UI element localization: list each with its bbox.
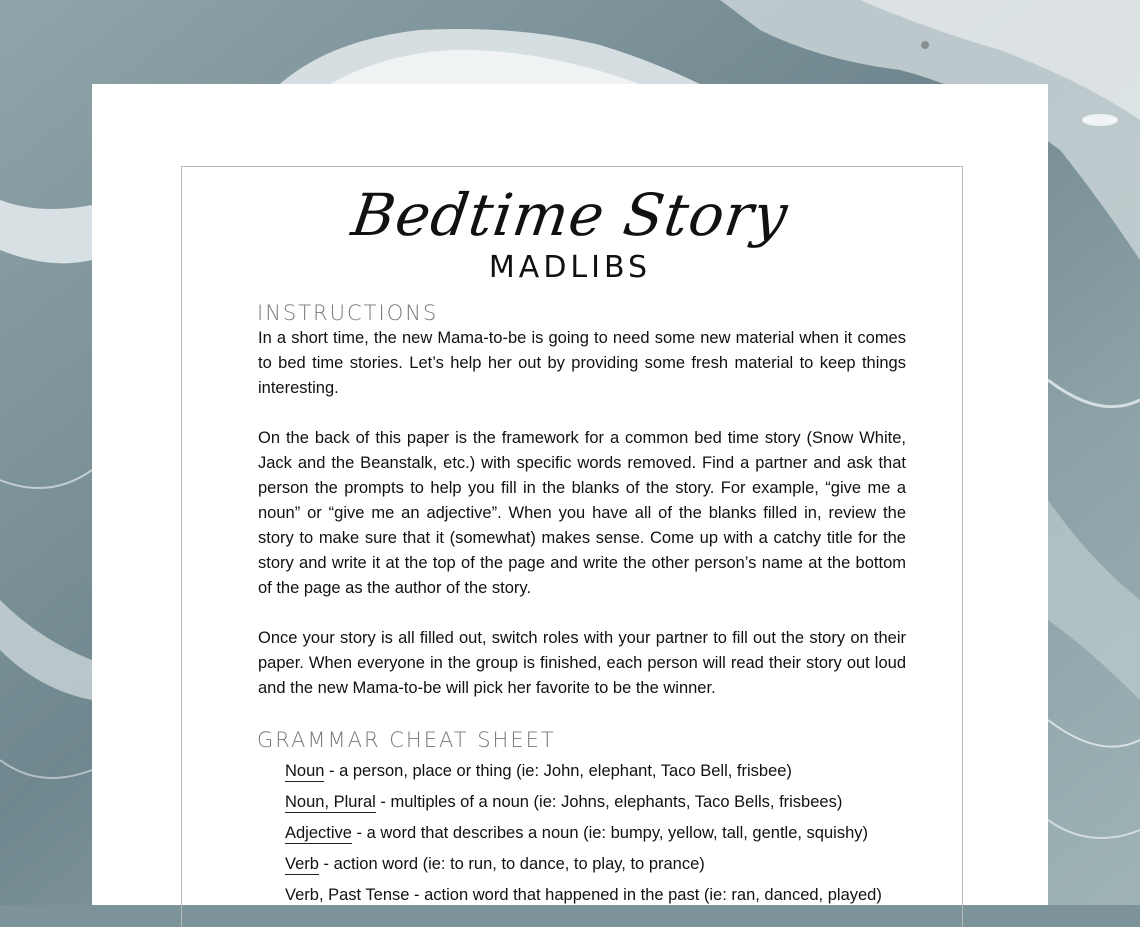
grammar-definition: - a person, place or thing (ie: John, elephant, Taco Bell, frisbee)	[324, 762, 792, 780]
instructions-body	[258, 326, 906, 726]
grammar-definition: - action word (ie: to run, to dance, to play, to prance)	[318, 855, 705, 873]
document-page	[92, 84, 1048, 905]
grammar-list	[285, 758, 882, 913]
grammar-term: Verb	[285, 855, 319, 873]
grammar-heading: GRAMMAR CHEAT SHEET	[257, 728, 556, 752]
grammar-term: Verb, Past Tense	[285, 886, 410, 904]
title-subtitle: MADLIBS	[488, 250, 652, 285]
grammar-item	[285, 820, 882, 851]
grammar-definition: - a word that describes a noun (ie: bumpy, yellow, tall, gentle, squishy)	[351, 824, 868, 842]
grammar-term: Adjective	[285, 824, 352, 842]
grammar-definition: - multiples of a noun (ie: Johns, elephants, Taco Bells, frisbees)	[375, 793, 843, 811]
instructions-paragraph: In a short time, the new Mama-to-be is going to need some new material when it comes to bed time stories. Let’s help her out by providing some fresh material to keep things interesting.	[258, 329, 906, 397]
instructions-heading: INSTRUCTIONS	[257, 301, 439, 325]
grammar-item	[285, 789, 882, 820]
grammar-definition: - action word that happened in the past (ie: ran, danced, played)	[409, 886, 882, 904]
instructions-paragraph: On the back of this paper is the framework for a common bed time story (Snow White, Jack and the Beanstalk, etc.) with specific words removed. Find a partner and ask that person the prompts to help you fill in the blanks of the story. For example, “give me a noun” or “give me an adjective”. When you have all of the blanks filled in, review the story to make sure that it (somewhat) makes sense. Come up with a catchy title for the story and write it at the top of the page and write the other person’s name at the bottom of the page as the author of the story.	[258, 429, 906, 597]
grammar-item	[285, 758, 882, 789]
title-script: Bedtime Story	[347, 181, 793, 249]
instructions-paragraph: Once your story is all filled out, switch roles with your partner to fill out the story on their paper. When everyone in the group is finished, each person will read their story out loud and the new Mama-to-be will pick her favorite to be the winner.	[258, 629, 906, 697]
grammar-item	[285, 851, 882, 882]
grammar-term: Noun	[285, 762, 325, 780]
grammar-item	[285, 882, 882, 913]
grammar-term: Noun, Plural	[285, 793, 376, 811]
